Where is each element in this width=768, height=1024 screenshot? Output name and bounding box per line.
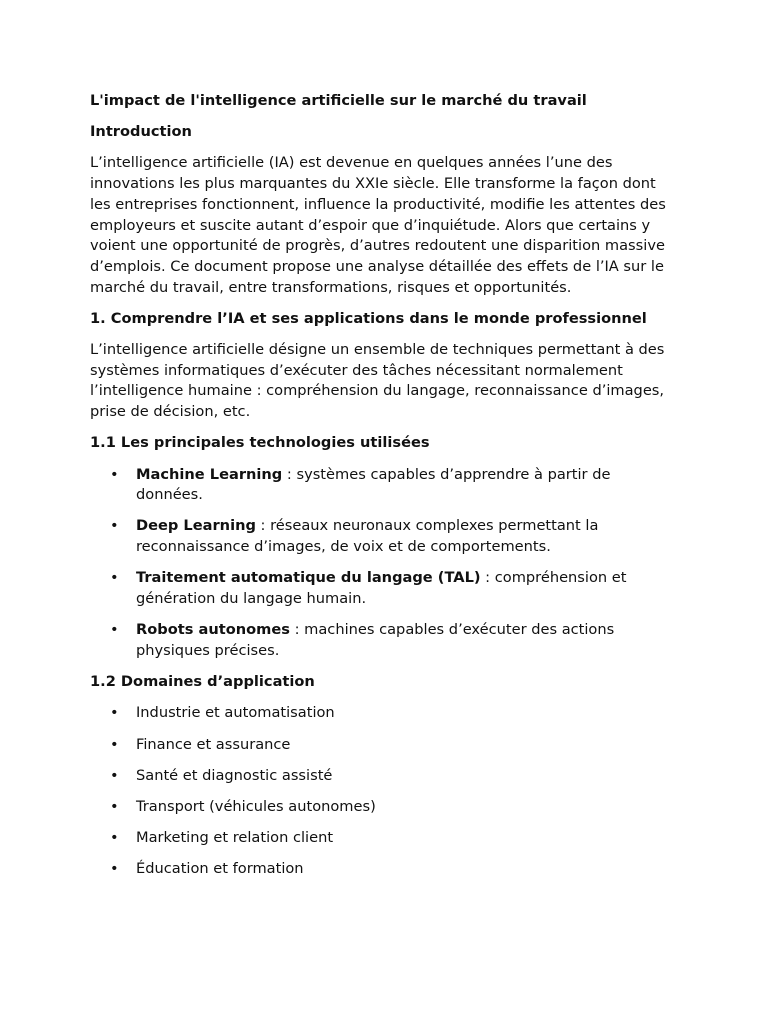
section-1-paragraph: L’intelligence artificielle désigne un ensemble de techniques permettant à des systèmes informatiques d’exécuter des tâches nécessitant normalement l’intelligence humaine : compréhension du langage, reconnaissance d’images, prise de décision, etc. (90, 341, 665, 421)
bullet-icon: • (110, 860, 119, 878)
bullet-icon: • (110, 569, 119, 587)
technology-term: Machine Learning (136, 465, 283, 483)
list-item (90, 620, 678, 661)
list-item (90, 828, 678, 849)
list-item (90, 703, 678, 724)
technology-description: : compréhension et génération du langage humain. (136, 569, 627, 608)
domain-label: Santé et diagnostic assisté (136, 766, 333, 784)
domains-list (90, 703, 678, 880)
section-1-heading: 1. Comprendre l’IA et ses applications dans le monde professionnel (90, 309, 647, 327)
list-item (90, 859, 678, 880)
bullet-icon: • (110, 829, 119, 847)
domain-label: Finance et assurance (136, 735, 291, 753)
section-1-1-heading: 1.1 Les principales technologies utilisées (90, 434, 430, 452)
technology-term: Deep Learning (136, 517, 256, 535)
intro-paragraph: L’intelligence artificielle (IA) est devenue en quelques années l’une des innovations les plus marquantes du XXIe siècle. Elle transforme la façon dont les entreprises fonctionnent, influence la productivité, modifie les attentes des employeurs et suscite autant d’espoir que d’inquiétude. Alors que certains y voient une opportunité de progrès, d’autres redoutent une disparition massive d’emplois. Ce document propose une analyse détaillée des effets de l’IA sur le marché du travail, entre transformations, risques et opportunités. (90, 154, 666, 296)
technology-description: : machines capables d’exécuter des actions physiques précises. (136, 621, 615, 659)
list-item (90, 735, 678, 756)
bullet-icon: • (110, 517, 119, 535)
intro-heading: Introduction (90, 123, 192, 141)
list-item (90, 568, 678, 609)
bullet-icon: • (110, 621, 119, 639)
technology-description: : réseaux neuronaux complexes permettant la reconnaissance d’images, de voix et de comportements. (136, 517, 599, 556)
domain-label: Éducation et formation (136, 860, 304, 878)
technologies-list (90, 465, 678, 662)
list-item (90, 766, 678, 787)
document-title: L'impact de l'intelligence artificielle sur le marché du travail (90, 92, 587, 109)
technology-term: Traitement automatique du langage (TAL) (136, 569, 481, 587)
bullet-icon: • (110, 766, 119, 784)
bullet-icon: • (110, 465, 119, 483)
domain-label: Transport (véhicules autonomes) (136, 797, 376, 815)
bullet-icon: • (110, 704, 119, 722)
technology-description: : systèmes capables d’apprendre à partir de données. (136, 465, 611, 504)
list-item (90, 516, 678, 557)
technology-term: Robots autonomes (136, 621, 290, 639)
section-1-2-heading: 1.2 Domaines d’application (90, 673, 315, 691)
bullet-icon: • (110, 797, 119, 815)
list-item (90, 797, 678, 818)
bullet-icon: • (110, 735, 119, 753)
list-item (90, 465, 678, 506)
domain-label: Marketing et relation client (136, 829, 334, 847)
domain-label: Industrie et automatisation (136, 704, 335, 722)
